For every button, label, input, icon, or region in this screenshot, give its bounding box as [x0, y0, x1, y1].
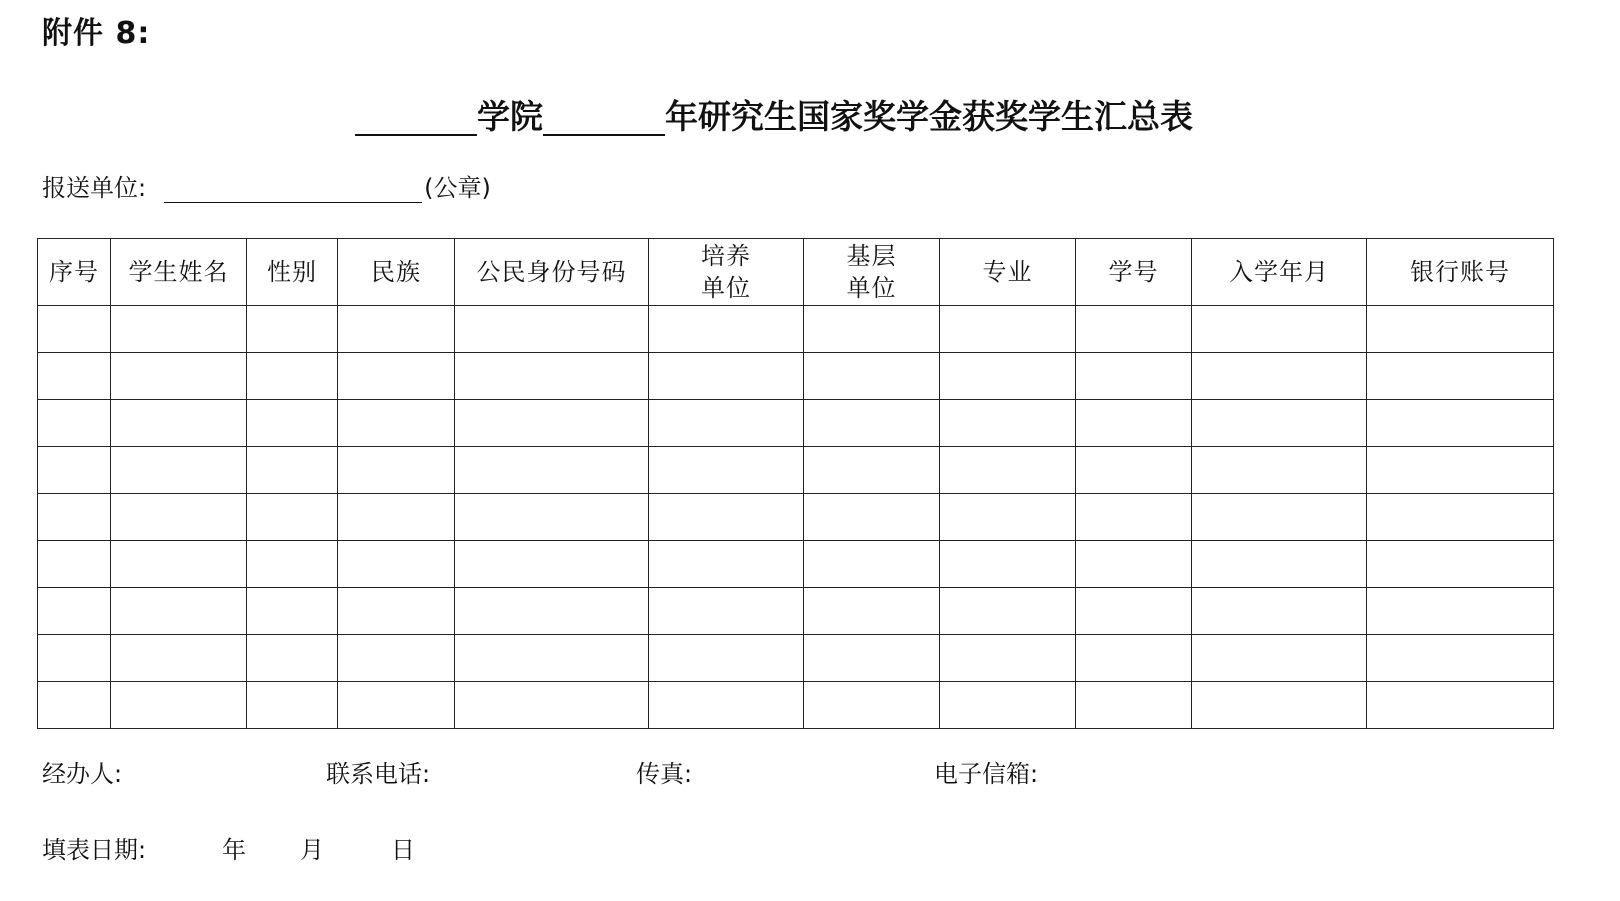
- table-cell[interactable]: [804, 447, 940, 494]
- attachment-label: 附件 8:: [42, 16, 151, 51]
- table-cell[interactable]: [1076, 494, 1192, 541]
- table-cell[interactable]: [338, 635, 455, 682]
- table-cell[interactable]: [1367, 353, 1554, 400]
- table-cell[interactable]: [1192, 353, 1367, 400]
- date-line: [0, 830, 1620, 866]
- month-label: 月: [300, 836, 324, 864]
- table-cell[interactable]: [338, 588, 455, 635]
- submitter-line: [42, 168, 491, 203]
- table-cell[interactable]: [1367, 541, 1554, 588]
- day-label: 日: [391, 836, 415, 864]
- table-cell[interactable]: [338, 353, 455, 400]
- table-cell[interactable]: [1192, 494, 1367, 541]
- table-cell[interactable]: [111, 635, 247, 682]
- table-row: [38, 682, 1554, 729]
- table-cell[interactable]: [111, 447, 247, 494]
- table-cell[interactable]: [247, 353, 338, 400]
- table-cell[interactable]: [649, 400, 804, 447]
- seal-label: (公章): [424, 174, 491, 202]
- table-cell[interactable]: [1076, 682, 1192, 729]
- table-cell[interactable]: [804, 682, 940, 729]
- submitter-label: 报送单位:: [42, 174, 147, 202]
- table-cell[interactable]: [940, 306, 1076, 353]
- year-label: 年: [222, 836, 246, 864]
- table-cell[interactable]: [338, 541, 455, 588]
- table-cell[interactable]: [247, 588, 338, 635]
- year-blank[interactable]: [543, 94, 665, 136]
- table-cell[interactable]: [1076, 541, 1192, 588]
- table-cell[interactable]: [455, 682, 649, 729]
- table-cell[interactable]: [111, 541, 247, 588]
- table-cell[interactable]: [804, 635, 940, 682]
- table-cell[interactable]: [1367, 400, 1554, 447]
- table-cell[interactable]: [247, 635, 338, 682]
- table-cell[interactable]: [1367, 306, 1554, 353]
- table-cell[interactable]: [455, 494, 649, 541]
- table-cell[interactable]: [649, 447, 804, 494]
- table-cell[interactable]: [247, 306, 338, 353]
- submitter-blank[interactable]: [164, 174, 422, 203]
- college-name-blank[interactable]: [355, 94, 477, 136]
- header-enrollment-date: 入学年月: [1192, 239, 1367, 306]
- form-title: [355, 92, 1193, 142]
- header-student-id: 学号: [1076, 239, 1192, 306]
- table-cell[interactable]: [455, 635, 649, 682]
- date-label: 填表日期:: [42, 836, 147, 864]
- table-cell[interactable]: [38, 400, 111, 447]
- table-cell[interactable]: [1192, 400, 1367, 447]
- handler-label: 经办人:: [42, 760, 123, 788]
- table-cell[interactable]: [1367, 682, 1554, 729]
- table-cell[interactable]: [649, 635, 804, 682]
- table-cell[interactable]: [1076, 588, 1192, 635]
- table-cell[interactable]: [247, 682, 338, 729]
- table-row: [38, 588, 1554, 635]
- table-cell[interactable]: [804, 494, 940, 541]
- table-cell[interactable]: [38, 635, 111, 682]
- header-grassroots-unit: 基层 单位: [804, 239, 940, 306]
- table-cell[interactable]: [940, 400, 1076, 447]
- table-cell[interactable]: [940, 541, 1076, 588]
- table-cell[interactable]: [247, 400, 338, 447]
- table-cell[interactable]: [1076, 447, 1192, 494]
- table-cell[interactable]: [649, 682, 804, 729]
- table-cell[interactable]: [247, 541, 338, 588]
- table-cell[interactable]: [38, 494, 111, 541]
- table-cell[interactable]: [940, 447, 1076, 494]
- table-cell[interactable]: [804, 400, 940, 447]
- table-cell[interactable]: [649, 306, 804, 353]
- table-cell[interactable]: [1076, 635, 1192, 682]
- table-cell[interactable]: [649, 588, 804, 635]
- table-cell[interactable]: [38, 682, 111, 729]
- table-cell[interactable]: [38, 447, 111, 494]
- table-cell[interactable]: [455, 588, 649, 635]
- table-cell[interactable]: [1192, 306, 1367, 353]
- table-cell[interactable]: [455, 306, 649, 353]
- table-cell[interactable]: [1367, 588, 1554, 635]
- header-major: 专业: [940, 239, 1076, 306]
- table-cell[interactable]: [940, 494, 1076, 541]
- table-body: [38, 306, 1554, 729]
- phone-label: 联系电话:: [326, 760, 431, 788]
- table-cell[interactable]: [338, 447, 455, 494]
- table-cell[interactable]: [804, 541, 940, 588]
- table-cell[interactable]: [1076, 400, 1192, 447]
- table-cell[interactable]: [1076, 306, 1192, 353]
- table-cell[interactable]: [247, 494, 338, 541]
- header-ethnicity: 民族: [338, 239, 455, 306]
- table-cell[interactable]: [1192, 635, 1367, 682]
- table-cell[interactable]: [1192, 447, 1367, 494]
- table-cell[interactable]: [1192, 541, 1367, 588]
- header-row: [38, 239, 1554, 306]
- header-id-number: 公民身份号码: [455, 239, 649, 306]
- table-row: [38, 635, 1554, 682]
- table-cell[interactable]: [455, 400, 649, 447]
- summary-table: [37, 238, 1554, 729]
- table-cell[interactable]: [455, 353, 649, 400]
- table-cell[interactable]: [1192, 588, 1367, 635]
- table-cell[interactable]: [247, 447, 338, 494]
- table-cell[interactable]: [338, 494, 455, 541]
- table-cell[interactable]: [111, 306, 247, 353]
- table-cell[interactable]: [940, 353, 1076, 400]
- table-cell[interactable]: [1076, 353, 1192, 400]
- fax-label: 传真:: [636, 760, 693, 788]
- table-cell[interactable]: [804, 588, 940, 635]
- table-row: [38, 494, 1554, 541]
- table-cell[interactable]: [940, 588, 1076, 635]
- table-cell[interactable]: [38, 306, 111, 353]
- table-cell[interactable]: [649, 353, 804, 400]
- title-main-text: 年研究生国家奖学金获奖学生汇总表: [665, 97, 1193, 136]
- email-label: 电子信箱:: [934, 760, 1039, 788]
- table-cell[interactable]: [1367, 447, 1554, 494]
- table-cell[interactable]: [38, 353, 111, 400]
- table-cell[interactable]: [338, 400, 455, 447]
- table-cell[interactable]: [455, 447, 649, 494]
- table-row: [38, 447, 1554, 494]
- table-row: [38, 353, 1554, 400]
- table-cell[interactable]: [111, 682, 247, 729]
- table-cell[interactable]: [940, 635, 1076, 682]
- table-cell[interactable]: [111, 400, 247, 447]
- table-cell[interactable]: [111, 494, 247, 541]
- header-bank-account: 银行账号: [1367, 239, 1554, 306]
- header-index: 序号: [38, 239, 111, 306]
- table-cell[interactable]: [338, 682, 455, 729]
- table-cell[interactable]: [1367, 635, 1554, 682]
- table-cell[interactable]: [1367, 494, 1554, 541]
- table-cell[interactable]: [804, 353, 940, 400]
- header-gender: 性别: [247, 239, 338, 306]
- table-cell[interactable]: [1192, 682, 1367, 729]
- table-cell[interactable]: [38, 588, 111, 635]
- table-row: [38, 541, 1554, 588]
- header-training-unit: 培养 单位: [649, 239, 804, 306]
- table-cell[interactable]: [649, 494, 804, 541]
- table-cell[interactable]: [111, 588, 247, 635]
- table-cell[interactable]: [649, 541, 804, 588]
- table-cell[interactable]: [804, 306, 940, 353]
- title-college-text: 学院: [477, 97, 543, 136]
- table-cell[interactable]: [38, 541, 111, 588]
- table-cell[interactable]: [940, 682, 1076, 729]
- table-row: [38, 306, 1554, 353]
- table-cell[interactable]: [455, 541, 649, 588]
- table-cell[interactable]: [338, 306, 455, 353]
- table-cell[interactable]: [111, 353, 247, 400]
- contact-line: [0, 754, 1620, 790]
- table-row: [38, 400, 1554, 447]
- header-student-name: 学生姓名: [111, 239, 247, 306]
